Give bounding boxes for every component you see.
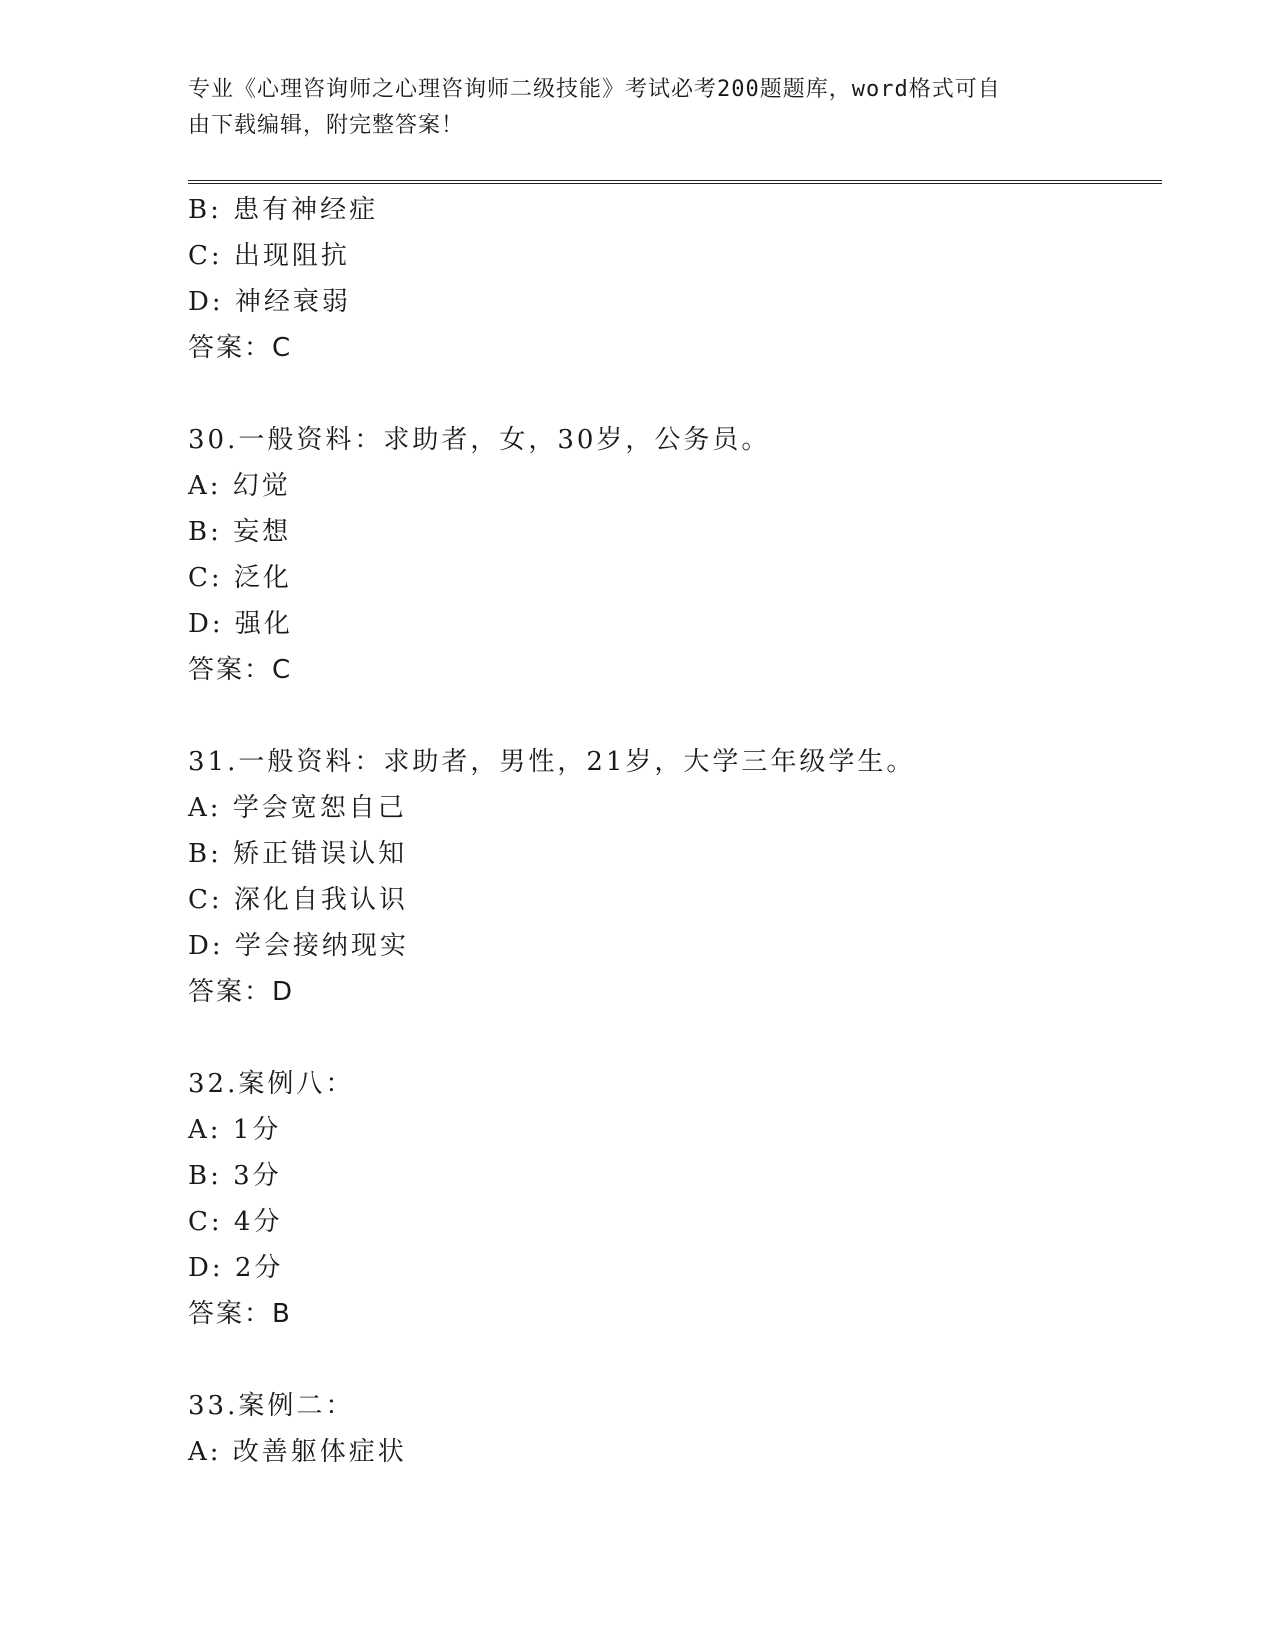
option-line: B: 患有神经症 (188, 195, 379, 225)
header-line-2: 由下载编辑，附完整答案！ (188, 113, 465, 138)
option-line: B: 妄想 (188, 517, 292, 547)
header-line-1: 专业《心理咨询师之心理咨询师二级技能》考试必考200题题库，word格式可自 (188, 77, 1001, 102)
option-line: D: 神经衰弱 (188, 287, 351, 317)
option-line: A: 改善躯体症状 (188, 1437, 407, 1467)
header-divider (188, 180, 1162, 184)
option-line: A: 1分 (188, 1115, 282, 1145)
question-stem: 33.案例二： (188, 1391, 355, 1421)
question-stem: 32.案例八： (188, 1069, 355, 1099)
option-line: C: 4分 (188, 1207, 283, 1237)
option-line: A: 幻觉 (188, 471, 291, 501)
answer-line: 答案：B (188, 1299, 292, 1329)
answer-line: 答案：C (188, 655, 293, 685)
option-line: B: 矫正错误认知 (188, 839, 408, 869)
option-line: B: 3分 (188, 1161, 282, 1191)
option-line: C: 深化自我认识 (188, 885, 408, 915)
option-line: C: 出现阻抗 (188, 241, 350, 271)
answer-line: 答案：D (188, 977, 295, 1007)
option-line: D: 学会接纳现实 (188, 931, 409, 961)
option-line: D: 2分 (188, 1253, 284, 1283)
question-stem: 30.一般资料：求助者，女，30岁，公务员。 (188, 425, 771, 455)
option-line: C: 泛化 (188, 563, 292, 593)
question-stem: 31.一般资料：求助者，男性，21岁，大学三年级学生。 (188, 747, 916, 777)
option-line: D: 强化 (188, 609, 293, 639)
option-line: A: 学会宽恕自己 (188, 793, 407, 823)
document-header (188, 72, 1088, 144)
answer-line: 答案：C (188, 333, 293, 363)
